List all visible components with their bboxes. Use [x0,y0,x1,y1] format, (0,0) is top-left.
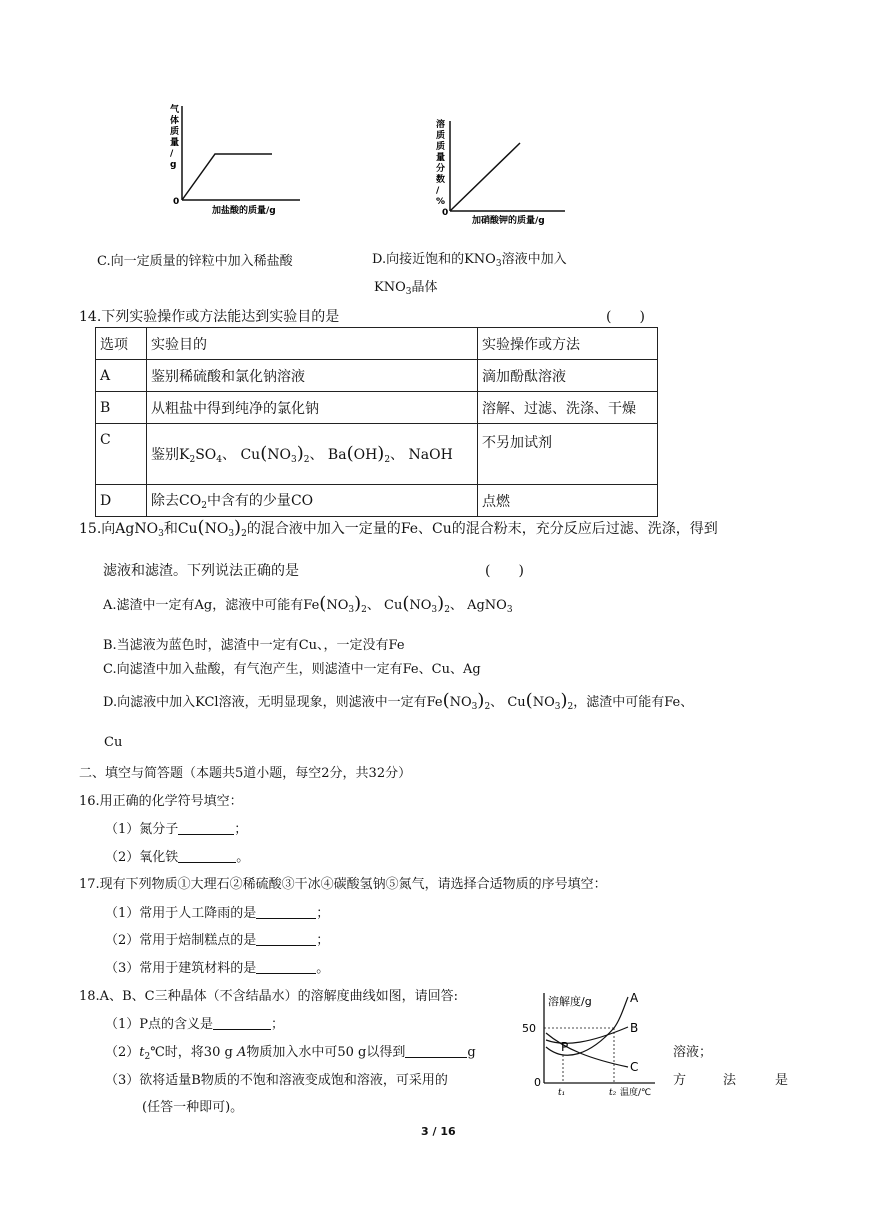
svg-text:质: 质 [436,142,446,152]
graph-c-ylabel [170,103,180,170]
svg-text:%: % [436,197,446,207]
q14-table [95,327,658,517]
graph-d-origin: 0 [442,208,449,218]
row-d-option: D [96,485,147,517]
q18-item-3: （3）欲将适量B物质的不饱和溶液变成饱和溶液，可采用的 [105,1073,448,1088]
tick-t1: t₁ [558,1088,566,1097]
q13-option-c: C.向一定质量的锌粒中加入稀盐酸 [97,254,293,269]
point-p-label: P [561,1040,569,1054]
page-number: 3 / 16 [421,1125,456,1138]
curve-label-c: C [630,1060,639,1074]
row-c-method: 不另加试剂 [478,424,658,485]
q16-item-1: （1）氮分子 ； [105,822,248,837]
graph-d-ylabel [435,118,445,207]
table-header-row [96,328,658,360]
header-option: 选项 [96,328,147,360]
header-goal: 实验目的 [147,328,478,360]
q15-answer-paren: ( ) [485,563,524,579]
q15-option-c: C.向滤渣中加入盐酸，有气泡产生，则滤渣中一定有Fe、Cu、Ag [103,662,481,677]
q16-stem: 16.用正确的化学符号填空： [79,794,243,809]
curve-label-a: A [630,991,639,1005]
answer-blank[interactable] [213,1015,271,1030]
svg-text:数: 数 [436,175,446,185]
q14-answer-paren: ( ) [606,309,645,325]
section-heading: 二、填空与简答题（本题共5道小题，每空2分，共32分） [79,766,412,781]
svg-text:g: g [170,160,177,170]
q15-stem: 15.向AgNO$_3$和$Cu(NO_3)_2$的混合液中加入一定量的Fe、Cu的混合粉末，充分反应后过滤、洗涤，得到 [79,517,718,539]
svg-text:/: / [170,149,174,159]
solubility-chart [520,985,660,1097]
table-row [96,485,658,517]
q18-item-3-word3: 是 [775,1073,789,1088]
q17-item-3: （3）常用于建筑材料的是 。 [105,961,330,976]
solubility-tick-50: 50 [522,1022,536,1035]
answer-blank[interactable] [256,931,316,946]
curve-label-b: B [630,1021,639,1035]
q13-d-kno: KNO [464,252,496,267]
row-a-method: 滴加酚酞溶液 [478,360,658,392]
svg-text:质: 质 [170,127,180,137]
table-row [96,360,658,392]
graph-d-curve [450,143,520,211]
solubility-curve-b [546,1027,628,1043]
row-a-goal: 鉴别稀硫酸和氯化钠溶液 [147,360,478,392]
row-b-method: 溶解、过滤、洗涤、干燥 [478,392,658,424]
solubility-xlabel: 温度/℃ [620,1088,652,1097]
q13-option-d: D.向接近饱和的$KNO_3$溶液中加入 [372,252,567,269]
q13-option-d-line2: $KNO_3$晶体 [374,280,438,297]
q14-stem: 14.下列实验操作或方法能达到实验目的是 [79,309,340,325]
answer-blank[interactable] [178,820,234,835]
q17-item-1: （1）常用于人工降雨的是 ； [105,906,330,921]
q15-option-a: A.滤渣中一定有Ag，滤液中可能有$Fe(NO_3)_2$、 $Cu(NO_3)_2$、 AgNO$_3$ [103,593,513,615]
svg-text:溶: 溶 [436,120,446,130]
q18-item-2: $(2)t_2℃$时，将30 g A物质加入水中可50 g以得到 g [105,1045,476,1062]
row-a-option: A [96,360,147,392]
table-row [96,392,658,424]
tick-t2: t₂ [609,1088,617,1097]
graph-d [430,115,590,230]
q15-option-d: D.向滤液中加入KCl溶液，无明显现象，则滤液中一定有$Fe(NO_3)_2$、 $Cu(NO_3)_2$，滤渣中可能有Fe、 [103,690,694,712]
svg-text:质: 质 [436,131,446,141]
solubility-origin: 0 [534,1076,541,1089]
answer-blank[interactable] [178,848,236,863]
svg-text:量: 量 [436,153,446,163]
q18-item-1: （1）P点的含义是 ； [105,1017,285,1032]
q18-stem: 18.A、B、C三种晶体（不含结晶水）的溶解度曲线如图，请回答: [79,989,458,1004]
graph-c-origin: 0 [173,197,180,207]
answer-blank[interactable] [405,1043,467,1058]
svg-text:量: 量 [170,138,180,148]
row-d-goal: 除去$CO_2$中含有的少量CO [147,485,478,517]
graph-c-ylabel-1: 气 [170,105,180,115]
row-c-option: C [96,424,147,485]
svg-text:/: / [436,186,440,196]
table-row [96,424,658,485]
q17-stem: 17.现有下列物质①大理石②稀硫酸③干冰④碳酸氢钠⑤氮气，请选择合适物质的序号填空： [79,877,607,892]
solubility-ylabel: 溶解度/g [548,995,592,1008]
q18-item-3-line2: (任答一种即可)。 [142,1100,244,1115]
row-c-goal: 鉴别$K_2SO_4$、 $Cu(NO_3)_2$、 $Ba(OH)_2$、 NaOH [147,424,478,485]
answer-blank[interactable] [256,904,316,919]
graph-c [160,100,320,225]
q17-item-2: （2）常用于焙制糕点的是 ； [105,933,330,948]
q13-d-text2: 溶液中加入 [501,252,567,267]
svg-text:分: 分 [436,164,446,174]
graph-c-xlabel: 加盐酸的质量/g [212,206,276,216]
q15-option-b: B.当滤液为蓝色时，滤渣中一定有Cu、，一定没有Fe [103,638,405,653]
q18-item-3-word1: 方 [673,1073,687,1088]
q15-stem-line2: 滤液和滤渣。下列说法正确的是 [103,563,299,579]
svg-text:体: 体 [170,116,180,126]
q16-item-2: （2）氧化铁 。 [105,850,250,865]
graph-d-xlabel: 加硝酸钾的质量/g [472,216,545,226]
q18-item-3-word2: 法 [723,1073,737,1088]
q13-d-text1: D.向接近饱和的 [372,252,465,267]
answer-blank[interactable] [256,959,316,974]
graph-c-curve [182,154,272,200]
row-b-option: B [96,392,147,424]
q15-option-d-line2: Cu [104,735,123,750]
row-b-goal: 从粗盐中得到纯净的氯化钠 [147,392,478,424]
header-method: 实验操作或方法 [478,328,658,360]
row-d-method: 点燃 [478,485,658,517]
q18-item-2-end: 溶液； [673,1045,713,1060]
